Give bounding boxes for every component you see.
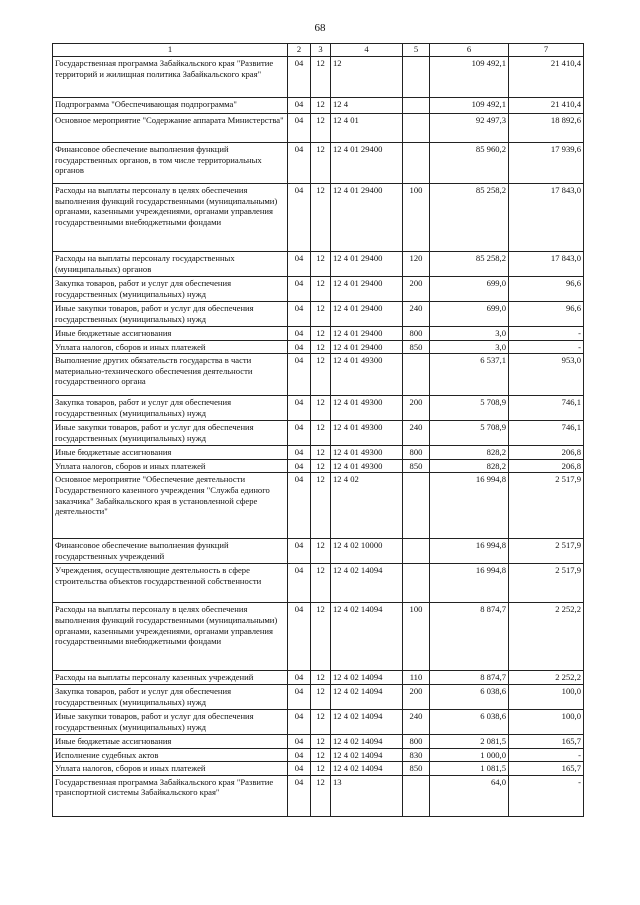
row-expense-type: 800 bbox=[403, 446, 430, 460]
row-target-article: 12 bbox=[331, 57, 403, 98]
header-col-7: 7 bbox=[509, 44, 584, 57]
row-target-article: 12 4 02 14094 bbox=[331, 762, 403, 776]
row-target-article: 12 4 01 bbox=[331, 114, 403, 143]
row-amount-col6: 16 994,8 bbox=[430, 539, 509, 564]
row-amount-col7: 2 252,2 bbox=[509, 671, 584, 685]
row-expense-type: 850 bbox=[403, 459, 430, 473]
row-name: Выполнение других обязательств государства в части материально-технического обеспечения деятельности государственного органа bbox=[53, 354, 288, 396]
row-section: 04 bbox=[288, 277, 311, 302]
row-amount-col7: 2 517,9 bbox=[509, 539, 584, 564]
table-row bbox=[53, 762, 584, 776]
row-expense-type bbox=[403, 473, 430, 539]
row-name: Основное мероприятие "Содержание аппарата Министерства" bbox=[53, 114, 288, 143]
table-row bbox=[53, 684, 584, 709]
row-amount-col7: - bbox=[509, 340, 584, 354]
row-section: 04 bbox=[288, 539, 311, 564]
row-amount-col7: 2 252,2 bbox=[509, 603, 584, 671]
table-header-row bbox=[53, 44, 584, 57]
table-row bbox=[53, 421, 584, 446]
row-expense-type: 100 bbox=[403, 603, 430, 671]
row-expense-type bbox=[403, 354, 430, 396]
row-expense-type bbox=[403, 114, 430, 143]
row-amount-col7: 100,0 bbox=[509, 709, 584, 734]
row-name: Расходы на выплаты персоналу в целях обеспечения выполнения функций государственными (муниципальными) органами, казенными учреждениями, органами управления государственными внебюджетными фондами bbox=[53, 184, 288, 252]
table-row bbox=[53, 539, 584, 564]
row-name: Основное мероприятие "Обеспечение деятельности Государственного казенного учреждения "Служба единого заказчика" Забайкальского края в установленной сфере деятельности" bbox=[53, 473, 288, 539]
row-amount-col7: 206,8 bbox=[509, 446, 584, 460]
row-name: Закупка товаров, работ и услуг для обеспечения государственных (муниципальных) нужд bbox=[53, 396, 288, 421]
row-section: 04 bbox=[288, 114, 311, 143]
row-section: 04 bbox=[288, 57, 311, 98]
row-name: Финансовое обеспечение выполнения функций государственных органов, в том числе территориальных органов bbox=[53, 143, 288, 184]
row-subsection: 12 bbox=[311, 748, 331, 762]
row-section: 04 bbox=[288, 184, 311, 252]
row-subsection: 12 bbox=[311, 459, 331, 473]
row-amount-col6: 5 708,9 bbox=[430, 421, 509, 446]
row-target-article: 12 4 01 49300 bbox=[331, 396, 403, 421]
row-expense-type bbox=[403, 98, 430, 114]
row-amount-col7: 100,0 bbox=[509, 684, 584, 709]
row-subsection: 12 bbox=[311, 539, 331, 564]
row-amount-col7: 746,1 bbox=[509, 421, 584, 446]
row-subsection: 12 bbox=[311, 709, 331, 734]
table-row bbox=[53, 57, 584, 98]
row-amount-col6: 5 708,9 bbox=[430, 396, 509, 421]
table-row bbox=[53, 396, 584, 421]
row-amount-col6: 92 497,3 bbox=[430, 114, 509, 143]
table-row bbox=[53, 603, 584, 671]
row-name: Закупка товаров, работ и услуг для обеспечения государственных (муниципальных) нужд bbox=[53, 277, 288, 302]
row-amount-col7: 2 517,9 bbox=[509, 473, 584, 539]
row-section: 04 bbox=[288, 340, 311, 354]
row-expense-type bbox=[403, 143, 430, 184]
row-amount-col7: 746,1 bbox=[509, 396, 584, 421]
table-row bbox=[53, 671, 584, 685]
row-subsection: 12 bbox=[311, 775, 331, 816]
row-subsection: 12 bbox=[311, 734, 331, 748]
row-amount-col7: 17 939,6 bbox=[509, 143, 584, 184]
row-amount-col6: 109 492,1 bbox=[430, 57, 509, 98]
row-amount-col7: 21 410,4 bbox=[509, 57, 584, 98]
row-name: Уплата налогов, сборов и иных платежей bbox=[53, 762, 288, 776]
row-expense-type: 800 bbox=[403, 327, 430, 341]
row-expense-type bbox=[403, 564, 430, 603]
row-section: 04 bbox=[288, 671, 311, 685]
row-expense-type: 200 bbox=[403, 277, 430, 302]
row-amount-col6: 16 994,8 bbox=[430, 473, 509, 539]
row-amount-col6: 699,0 bbox=[430, 277, 509, 302]
row-amount-col6: 2 081,5 bbox=[430, 734, 509, 748]
row-target-article: 12 4 01 29400 bbox=[331, 252, 403, 277]
row-expense-type: 830 bbox=[403, 748, 430, 762]
row-amount-col6: 1 000,0 bbox=[430, 748, 509, 762]
row-section: 04 bbox=[288, 327, 311, 341]
table-row bbox=[53, 252, 584, 277]
row-subsection: 12 bbox=[311, 340, 331, 354]
row-subsection: 12 bbox=[311, 114, 331, 143]
row-target-article: 12 4 02 14094 bbox=[331, 734, 403, 748]
row-target-article: 12 4 02 14094 bbox=[331, 603, 403, 671]
row-target-article: 12 4 01 49300 bbox=[331, 354, 403, 396]
row-target-article: 12 4 01 29400 bbox=[331, 340, 403, 354]
row-target-article: 12 4 02 10000 bbox=[331, 539, 403, 564]
row-expense-type bbox=[403, 539, 430, 564]
row-target-article: 12 4 01 29400 bbox=[331, 302, 403, 327]
row-section: 04 bbox=[288, 709, 311, 734]
row-name: Государственная программа Забайкальского края "Развитие транспортной системы Забайкальского края" bbox=[53, 775, 288, 816]
row-name: Учреждения, осуществляющие деятельность в сфере строительства объектов государственной собственности bbox=[53, 564, 288, 603]
row-amount-col6: 6 038,6 bbox=[430, 709, 509, 734]
row-expense-type: 120 bbox=[403, 252, 430, 277]
table-row bbox=[53, 748, 584, 762]
row-section: 04 bbox=[288, 734, 311, 748]
row-name: Закупка товаров, работ и услуг для обеспечения государственных (муниципальных) нужд bbox=[53, 684, 288, 709]
table-row bbox=[53, 302, 584, 327]
row-amount-col7: 18 892,6 bbox=[509, 114, 584, 143]
row-subsection: 12 bbox=[311, 327, 331, 341]
row-expense-type bbox=[403, 57, 430, 98]
table-row bbox=[53, 340, 584, 354]
page-number: 68 bbox=[314, 22, 326, 34]
row-target-article: 12 4 bbox=[331, 98, 403, 114]
header-col-5: 5 bbox=[403, 44, 430, 57]
row-section: 04 bbox=[288, 396, 311, 421]
row-section: 04 bbox=[288, 421, 311, 446]
row-target-article: 12 4 01 49300 bbox=[331, 446, 403, 460]
row-amount-col7: - bbox=[509, 775, 584, 816]
row-target-article: 12 4 01 49300 bbox=[331, 459, 403, 473]
row-target-article: 12 4 01 29400 bbox=[331, 327, 403, 341]
row-target-article: 12 4 02 bbox=[331, 473, 403, 539]
row-subsection: 12 bbox=[311, 277, 331, 302]
row-subsection: 12 bbox=[311, 762, 331, 776]
row-expense-type: 850 bbox=[403, 762, 430, 776]
row-amount-col7: 21 410,4 bbox=[509, 98, 584, 114]
row-name: Иные закупки товаров, работ и услуг для обеспечения государственных (муниципальных) нужд bbox=[53, 421, 288, 446]
row-amount-col6: 109 492,1 bbox=[430, 98, 509, 114]
table-row bbox=[53, 564, 584, 603]
budget-table bbox=[52, 43, 584, 817]
row-amount-col6: 16 994,8 bbox=[430, 564, 509, 603]
row-subsection: 12 bbox=[311, 603, 331, 671]
row-amount-col7: - bbox=[509, 327, 584, 341]
row-name: Уплата налогов, сборов и иных платежей bbox=[53, 459, 288, 473]
table-row bbox=[53, 775, 584, 816]
row-section: 04 bbox=[288, 459, 311, 473]
row-subsection: 12 bbox=[311, 684, 331, 709]
row-target-article: 12 4 02 14094 bbox=[331, 564, 403, 603]
row-target-article: 12 4 02 14094 bbox=[331, 748, 403, 762]
row-section: 04 bbox=[288, 564, 311, 603]
row-subsection: 12 bbox=[311, 98, 331, 114]
row-amount-col6: 699,0 bbox=[430, 302, 509, 327]
row-subsection: 12 bbox=[311, 302, 331, 327]
row-amount-col6: 3,0 bbox=[430, 340, 509, 354]
row-section: 04 bbox=[288, 473, 311, 539]
row-section: 04 bbox=[288, 302, 311, 327]
row-subsection: 12 bbox=[311, 671, 331, 685]
row-section: 04 bbox=[288, 252, 311, 277]
row-name: Расходы на выплаты персоналу в целях обеспечения выполнения функций государственными (муниципальными) органами, казенными учреждениями, органами управления государственными внебюджетными фондами bbox=[53, 603, 288, 671]
table-row bbox=[53, 734, 584, 748]
row-name: Государственная программа Забайкальского края "Развитие территорий и жилищная политика Забайкальского края" bbox=[53, 57, 288, 98]
row-amount-col7: 165,7 bbox=[509, 762, 584, 776]
table-row bbox=[53, 473, 584, 539]
row-section: 04 bbox=[288, 98, 311, 114]
row-expense-type: 200 bbox=[403, 684, 430, 709]
row-subsection: 12 bbox=[311, 143, 331, 184]
table-row bbox=[53, 114, 584, 143]
row-target-article: 12 4 01 29400 bbox=[331, 143, 403, 184]
header-col-1: 1 bbox=[53, 44, 288, 57]
row-section: 04 bbox=[288, 748, 311, 762]
table-row bbox=[53, 277, 584, 302]
row-expense-type: 200 bbox=[403, 396, 430, 421]
row-expense-type: 240 bbox=[403, 421, 430, 446]
table-row bbox=[53, 446, 584, 460]
row-subsection: 12 bbox=[311, 421, 331, 446]
row-target-article: 12 4 02 14094 bbox=[331, 684, 403, 709]
row-amount-col7: 2 517,9 bbox=[509, 564, 584, 603]
row-subsection: 12 bbox=[311, 354, 331, 396]
row-amount-col7: 96,6 bbox=[509, 277, 584, 302]
row-name: Подпрограмма "Обеспечивающая подпрограмма" bbox=[53, 98, 288, 114]
row-name: Иные бюджетные ассигнования bbox=[53, 327, 288, 341]
row-amount-col7: 165,7 bbox=[509, 734, 584, 748]
row-subsection: 12 bbox=[311, 396, 331, 421]
row-target-article: 12 4 02 14094 bbox=[331, 671, 403, 685]
header-col-3: 3 bbox=[311, 44, 331, 57]
row-expense-type: 240 bbox=[403, 302, 430, 327]
row-name: Расходы на выплаты персоналу государственных (муниципальных) органов bbox=[53, 252, 288, 277]
row-section: 04 bbox=[288, 603, 311, 671]
row-amount-col7: 96,6 bbox=[509, 302, 584, 327]
row-amount-col7: 206,8 bbox=[509, 459, 584, 473]
row-name: Финансовое обеспечение выполнения функций государственных учреждений bbox=[53, 539, 288, 564]
row-target-article: 12 4 01 49300 bbox=[331, 421, 403, 446]
row-target-article: 12 4 01 29400 bbox=[331, 277, 403, 302]
header-col-4: 4 bbox=[331, 44, 403, 57]
row-subsection: 12 bbox=[311, 473, 331, 539]
row-amount-col6: 85 960,2 bbox=[430, 143, 509, 184]
header-col-2: 2 bbox=[288, 44, 311, 57]
row-section: 04 bbox=[288, 446, 311, 460]
row-amount-col7: 17 843,0 bbox=[509, 252, 584, 277]
table-row bbox=[53, 459, 584, 473]
table-row bbox=[53, 143, 584, 184]
row-expense-type: 240 bbox=[403, 709, 430, 734]
row-name: Расходы на выплаты персоналу казенных учреждений bbox=[53, 671, 288, 685]
row-target-article: 12 4 01 29400 bbox=[331, 184, 403, 252]
row-expense-type: 850 bbox=[403, 340, 430, 354]
row-amount-col6: 828,2 bbox=[430, 459, 509, 473]
row-expense-type: 100 bbox=[403, 184, 430, 252]
row-name: Иные закупки товаров, работ и услуг для обеспечения государственных (муниципальных) нужд bbox=[53, 302, 288, 327]
row-name: Иные бюджетные ассигнования bbox=[53, 734, 288, 748]
row-amount-col6: 85 258,2 bbox=[430, 184, 509, 252]
table-row bbox=[53, 354, 584, 396]
row-section: 04 bbox=[288, 775, 311, 816]
row-section: 04 bbox=[288, 684, 311, 709]
row-subsection: 12 bbox=[311, 252, 331, 277]
table-row bbox=[53, 98, 584, 114]
table-row bbox=[53, 327, 584, 341]
row-section: 04 bbox=[288, 762, 311, 776]
table-row bbox=[53, 709, 584, 734]
row-amount-col6: 6 537,1 bbox=[430, 354, 509, 396]
row-section: 04 bbox=[288, 354, 311, 396]
row-amount-col6: 3,0 bbox=[430, 327, 509, 341]
row-expense-type: 110 bbox=[403, 671, 430, 685]
row-name: Уплата налогов, сборов и иных платежей bbox=[53, 340, 288, 354]
row-subsection: 12 bbox=[311, 564, 331, 603]
row-amount-col6: 828,2 bbox=[430, 446, 509, 460]
row-amount-col6: 85 258,2 bbox=[430, 252, 509, 277]
row-target-article: 13 bbox=[331, 775, 403, 816]
row-subsection: 12 bbox=[311, 57, 331, 98]
header-col-6: 6 bbox=[430, 44, 509, 57]
row-amount-col7: - bbox=[509, 748, 584, 762]
row-expense-type bbox=[403, 775, 430, 816]
row-name: Иные бюджетные ассигнования bbox=[53, 446, 288, 460]
row-amount-col7: 17 843,0 bbox=[509, 184, 584, 252]
row-expense-type: 800 bbox=[403, 734, 430, 748]
row-name: Исполнение судебных актов bbox=[53, 748, 288, 762]
row-amount-col6: 8 874,7 bbox=[430, 603, 509, 671]
row-subsection: 12 bbox=[311, 184, 331, 252]
row-amount-col6: 1 081,5 bbox=[430, 762, 509, 776]
table-row bbox=[53, 184, 584, 252]
row-subsection: 12 bbox=[311, 446, 331, 460]
row-amount-col7: 953,0 bbox=[509, 354, 584, 396]
row-amount-col6: 8 874,7 bbox=[430, 671, 509, 685]
row-target-article: 12 4 02 14094 bbox=[331, 709, 403, 734]
row-name: Иные закупки товаров, работ и услуг для обеспечения государственных (муниципальных) нужд bbox=[53, 709, 288, 734]
row-amount-col6: 64,0 bbox=[430, 775, 509, 816]
row-section: 04 bbox=[288, 143, 311, 184]
row-amount-col6: 6 038,6 bbox=[430, 684, 509, 709]
